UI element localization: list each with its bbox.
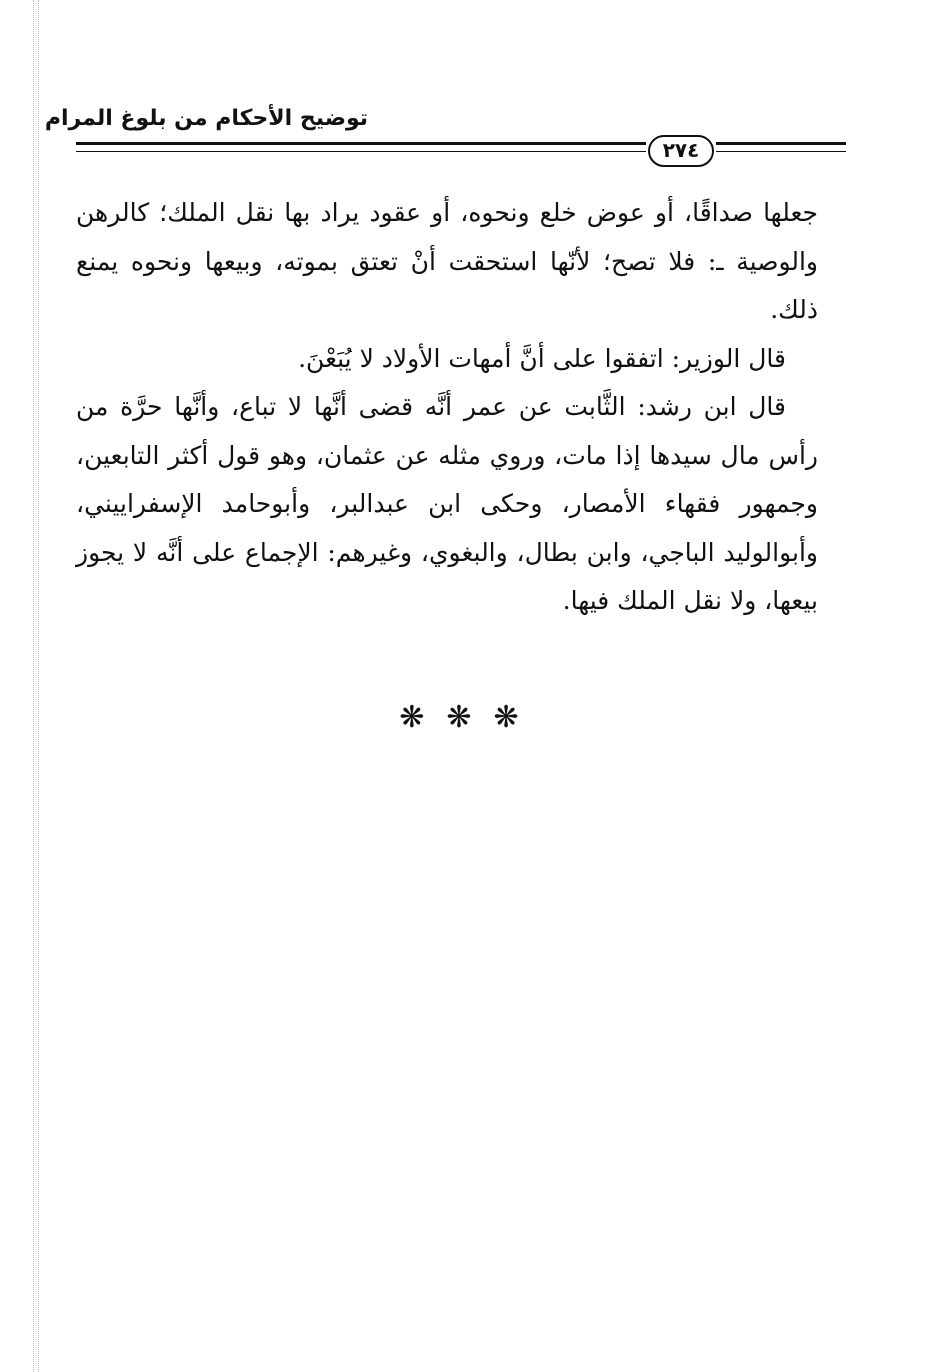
binding-margin-line <box>33 0 34 1372</box>
header-rule <box>76 142 646 145</box>
running-title: توضيح الأحكام من بلوغ المرام <box>44 106 368 131</box>
paragraph: قال ابن رشد: الثَّابت عن عمر أنَّه قضى أنَّها لا تباع، وأنَّها حرَّة من رأس مال سيدها إذا مات، وروي مثله عن عثمان، وهو قول أكثر التابعين، وجمهور فقهاء الأمصار، وحكى ابن عبدالبر، وأبوحامد الإسفراييني، وأبوالوليد الباجي، وابن بطال، والبغوي، وغيرهم: الإجماع على أنَّه لا يجوز بيعها، ولا نقل الملك فيها. <box>76 392 818 615</box>
paragraph: جعلها صداقًا، أو عوض خلع ونحوه، أو عقود يراد بها نقل الملك؛ كالرهن والوصية ـ: فلا تصح؛ لأنّها استحقت أنْ تعتق بموته، وبيعها ونحوه يمنع ذلك. <box>76 198 818 324</box>
binding-margin-line <box>38 0 39 1372</box>
paragraph: قال الوزير: اتفقوا على أنَّ أمهات الأولاد لا يُبَعْنَ. <box>298 343 786 373</box>
page-number: ٢٧٤ <box>648 135 714 167</box>
body-text <box>76 189 818 626</box>
header-rule <box>76 151 646 152</box>
section-separator: ❋❋❋ <box>399 700 541 735</box>
header-rule <box>716 142 846 145</box>
header-rule <box>716 151 846 152</box>
